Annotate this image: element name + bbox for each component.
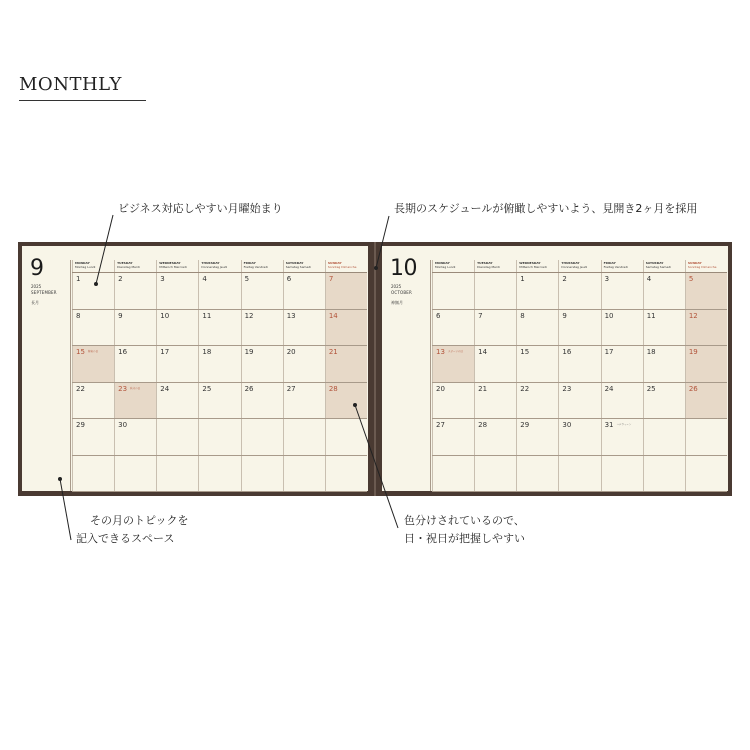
sidebar-divider <box>430 260 431 491</box>
day-number: 20 <box>436 384 445 393</box>
calendar-day-cell[interactable] <box>198 419 240 455</box>
calendar-day-cell[interactable] <box>156 346 198 382</box>
page-heading: MONTHLY <box>19 74 122 95</box>
callout-dot <box>58 477 62 481</box>
calendar-day-cell[interactable] <box>72 383 114 419</box>
calendar-week-row <box>72 346 367 383</box>
calendar-day-cell[interactable] <box>156 419 198 455</box>
calendar-day-cell[interactable] <box>516 419 558 455</box>
day-number: 4 <box>646 275 652 283</box>
callout-monday-start: ビジネス対応しやすい月曜始まり <box>118 202 283 215</box>
calendar-day-cell[interactable] <box>114 383 156 419</box>
weekday-header <box>474 260 516 272</box>
calendar-day-cell[interactable] <box>283 383 325 419</box>
weekday-name-sub: Donnerstag Jeudi <box>561 265 588 269</box>
calendar-day-cell[interactable] <box>72 310 114 346</box>
calendar-day-cell[interactable] <box>241 273 283 309</box>
calendar-day-cell[interactable] <box>474 310 516 346</box>
day-number: 15 <box>520 348 530 356</box>
calendar-day-cell[interactable] <box>241 346 283 382</box>
callout-color-coded-line2: 日・祝日が把握しやすい <box>404 532 525 545</box>
calendar-day-cell[interactable] <box>325 419 367 455</box>
weekday-name-en: SUNDAY <box>327 261 342 265</box>
day-number: 25 <box>202 384 212 393</box>
calendar-day-cell[interactable] <box>601 383 643 419</box>
holiday-name: スポーツの日 <box>448 350 463 353</box>
day-number: 24 <box>160 384 170 393</box>
weekday-header <box>114 260 156 272</box>
weekday-name-en: MONDAY <box>435 261 450 265</box>
weekday-name-sub: Mittwoch Mercredi <box>159 265 187 269</box>
calendar-day-cell[interactable] <box>283 456 325 492</box>
calendar-day-cell[interactable] <box>325 456 367 492</box>
weekday-name-sub: Samstag Samedi <box>645 265 672 269</box>
weekday-header <box>241 260 283 272</box>
weekday-name-sub: Montag Lundi <box>435 265 456 269</box>
calendar-day-cell[interactable] <box>432 346 474 382</box>
weekday-name-en: TUESDAY <box>477 261 493 265</box>
calendar-day-cell[interactable] <box>198 310 240 346</box>
calendar-day-cell[interactable] <box>156 310 198 346</box>
day-number: 12 <box>244 311 254 320</box>
calendar-day-cell[interactable] <box>114 273 156 309</box>
weekday-name-en: FRIDAY <box>243 261 256 265</box>
planner-spine <box>370 242 380 496</box>
weekday-header-row <box>432 260 727 273</box>
day-number: 18 <box>202 348 212 356</box>
calendar-day-cell[interactable] <box>558 456 600 492</box>
calendar-day-cell[interactable] <box>474 273 516 309</box>
calendar-day-cell[interactable] <box>283 419 325 455</box>
day-number: 9 <box>118 311 123 320</box>
day-number: 25 <box>646 384 656 393</box>
weekday-header <box>283 260 325 272</box>
calendar-day-cell[interactable] <box>241 383 283 419</box>
calendar-day-cell[interactable] <box>283 310 325 346</box>
right-page-october <box>382 246 728 491</box>
day-number: 19 <box>688 348 698 356</box>
calendar-day-cell[interactable] <box>114 310 156 346</box>
month-year: 2025 <box>31 284 42 289</box>
calendar-day-cell[interactable] <box>685 273 727 309</box>
calendar-day-cell[interactable] <box>685 383 727 419</box>
weekday-name-en: WEDNESDAY <box>519 261 541 265</box>
callout-two-month-spread: 長期のスケジュールが俯瞰しやすいよう、見開き2ヶ月を採用 <box>394 202 698 215</box>
day-number: 16 <box>118 348 128 356</box>
day-number: 14 <box>328 311 338 320</box>
day-number: 27 <box>286 384 296 393</box>
day-note: ハロウィーン <box>616 423 632 426</box>
day-number: 7 <box>478 311 483 320</box>
calendar-day-cell[interactable] <box>432 419 474 455</box>
day-number: 3 <box>604 275 610 283</box>
calendar-day-cell[interactable] <box>283 273 325 309</box>
calendar-day-cell[interactable] <box>558 346 600 382</box>
day-number: 17 <box>604 348 614 356</box>
calendar-day-cell[interactable] <box>685 310 727 346</box>
day-number: 21 <box>328 348 338 356</box>
day-number: 1 <box>76 275 81 283</box>
month-name-jp: 長月 <box>31 300 39 305</box>
weekday-name-en: FRIDAY <box>603 261 616 265</box>
calendar-day-cell[interactable] <box>474 346 516 382</box>
day-number: 23 <box>118 384 128 393</box>
calendar-day-cell[interactable] <box>72 346 114 382</box>
weekday-name-en: THURSDAY <box>201 261 220 265</box>
weekday-name-sub: Samstag Samedi <box>285 265 312 269</box>
calendar-day-cell[interactable] <box>685 456 727 492</box>
day-number: 30 <box>118 421 128 429</box>
day-number: 26 <box>244 384 254 393</box>
calendar-day-cell[interactable] <box>558 383 600 419</box>
day-number: 2 <box>562 275 567 283</box>
calendar-week-row <box>72 419 367 456</box>
callout-dot <box>94 282 98 286</box>
day-number: 9 <box>562 311 567 320</box>
left-page-september <box>22 246 368 491</box>
calendar-weeks <box>72 273 367 492</box>
calendar-day-cell[interactable] <box>643 273 685 309</box>
day-number: 5 <box>244 275 250 283</box>
day-number: 10 <box>160 311 170 320</box>
calendar-day-cell[interactable] <box>516 456 558 492</box>
weekday-header <box>156 260 198 272</box>
calendar-day-cell[interactable] <box>685 419 727 455</box>
calendar-week-row <box>72 456 367 493</box>
day-number: 27 <box>436 421 445 429</box>
calendar-day-cell[interactable] <box>114 346 156 382</box>
calendar-week-row <box>72 273 367 310</box>
calendar-day-cell[interactable] <box>558 273 600 309</box>
weekday-header <box>601 260 643 272</box>
day-number: 23 <box>562 384 572 393</box>
day-number: 28 <box>478 421 488 429</box>
weekday-name-sub: Dienstag Mardi <box>117 265 140 269</box>
month-name-en: OCTOBER <box>391 290 412 295</box>
day-number: 14 <box>478 348 488 356</box>
calendar-week-row <box>432 419 727 456</box>
calendar-day-cell[interactable] <box>241 419 283 455</box>
day-number: 5 <box>688 275 694 283</box>
day-number: 2 <box>118 275 123 283</box>
day-number: 24 <box>604 384 614 393</box>
calendar-week-row <box>72 310 367 347</box>
day-number: 6 <box>436 311 441 320</box>
calendar-day-cell[interactable] <box>601 310 643 346</box>
calendar-day-cell[interactable] <box>241 310 283 346</box>
day-number: 29 <box>520 421 530 429</box>
day-number: 12 <box>688 311 698 320</box>
calendar-day-cell[interactable] <box>643 456 685 492</box>
day-number: 4 <box>202 275 207 283</box>
calendar-day-cell[interactable] <box>474 419 516 455</box>
weekday-header <box>72 260 114 272</box>
month-number: 10 <box>390 256 417 281</box>
day-number: 13 <box>436 348 445 356</box>
calendar-day-cell[interactable] <box>601 273 643 309</box>
calendar-day-cell[interactable] <box>114 456 156 492</box>
day-number: 18 <box>646 348 656 356</box>
day-number: 28 <box>328 384 338 393</box>
calendar-day-cell[interactable] <box>325 273 367 309</box>
day-number: 17 <box>160 348 170 356</box>
weekday-name-sub: Donnerstag Jeudi <box>201 265 228 269</box>
calendar-day-cell[interactable] <box>156 456 198 492</box>
calendar-day-cell[interactable] <box>516 383 558 419</box>
weekday-name-sub: Montag Lundi <box>75 265 96 269</box>
calendar-day-cell[interactable] <box>325 346 367 382</box>
day-number: 20 <box>286 348 296 356</box>
topic-space <box>22 246 72 491</box>
calendar-grid <box>432 260 727 491</box>
day-number: 21 <box>478 384 488 393</box>
weekday-header <box>198 260 240 272</box>
calendar-weeks <box>432 273 727 492</box>
calendar-day-cell[interactable] <box>198 346 240 382</box>
weekday-name-en: WEDNESDAY <box>159 261 181 265</box>
callout-dot <box>353 403 357 407</box>
weekday-name-sub: Sonntag Dimanche <box>327 265 357 269</box>
calendar-week-row <box>432 383 727 420</box>
weekday-header-row <box>72 260 367 273</box>
callout-color-coded-line1: 色分けされているので、 <box>404 514 525 527</box>
calendar-day-cell[interactable] <box>643 310 685 346</box>
calendar-day-cell[interactable] <box>474 383 516 419</box>
month-number: 9 <box>30 256 44 281</box>
weekday-name-en: MONDAY <box>75 261 90 265</box>
calendar-week-row <box>72 383 367 420</box>
calendar-day-cell[interactable] <box>516 273 558 309</box>
weekday-name-en: SATURDAY <box>285 261 304 265</box>
calendar-day-cell[interactable] <box>685 346 727 382</box>
day-number: 30 <box>562 421 572 429</box>
calendar-day-cell[interactable] <box>198 456 240 492</box>
day-number: 19 <box>244 348 254 356</box>
calendar-week-row <box>432 310 727 347</box>
month-name-jp: 神無月 <box>391 300 403 305</box>
weekday-name-sub: Sonntag Dimanche <box>687 265 717 269</box>
callout-dot <box>374 266 378 270</box>
day-number: 6 <box>286 275 292 283</box>
calendar-day-cell[interactable] <box>198 273 240 309</box>
month-name-en: SEPTEMBER <box>31 290 57 295</box>
calendar-day-cell[interactable] <box>241 456 283 492</box>
calendar-day-cell[interactable] <box>601 456 643 492</box>
calendar-day-cell[interactable] <box>283 346 325 382</box>
day-number: 11 <box>202 311 212 320</box>
day-number: 7 <box>328 275 334 283</box>
day-number: 29 <box>76 421 85 429</box>
day-number: 10 <box>604 311 614 320</box>
day-number: 22 <box>520 384 530 393</box>
weekday-name-sub: Freitag Vendredi <box>603 265 629 269</box>
holiday-name: 敬老の日 <box>88 350 99 353</box>
weekday-header <box>643 260 685 272</box>
calendar-week-row <box>432 273 727 310</box>
sidebar-divider <box>70 260 71 491</box>
calendar-day-cell[interactable] <box>432 310 474 346</box>
calendar-day-cell[interactable] <box>643 419 685 455</box>
calendar-day-cell[interactable] <box>643 383 685 419</box>
weekday-name-en: SATURDAY <box>645 261 664 265</box>
calendar-day-cell[interactable] <box>325 383 367 419</box>
calendar-day-cell[interactable] <box>558 310 600 346</box>
heading-underline <box>19 100 146 101</box>
calendar-day-cell[interactable] <box>474 456 516 492</box>
calendar-day-cell[interactable] <box>432 273 474 309</box>
weekday-header <box>325 260 367 272</box>
calendar-week-row <box>432 346 727 383</box>
weekday-name-en: TUESDAY <box>117 261 133 265</box>
day-number: 1 <box>520 275 525 283</box>
day-number: 16 <box>562 348 572 356</box>
calendar-day-cell[interactable] <box>601 346 643 382</box>
calendar-day-cell[interactable] <box>432 456 474 492</box>
calendar-day-cell[interactable] <box>156 383 198 419</box>
calendar-day-cell[interactable] <box>198 383 240 419</box>
calendar-grid <box>72 260 367 491</box>
day-number: 8 <box>520 311 525 320</box>
day-number: 3 <box>160 275 165 283</box>
day-number: 22 <box>76 384 85 393</box>
day-number: 13 <box>286 311 296 320</box>
calendar-day-cell[interactable] <box>432 383 474 419</box>
calendar-day-cell[interactable] <box>114 419 156 455</box>
topic-space <box>382 246 432 491</box>
weekday-name-sub: Dienstag Mardi <box>477 265 500 269</box>
month-year: 2025 <box>391 284 402 289</box>
calendar-week-row <box>432 456 727 493</box>
weekday-header <box>516 260 558 272</box>
calendar-day-cell[interactable] <box>558 419 600 455</box>
weekday-name-en: SUNDAY <box>687 261 702 265</box>
calendar-day-cell[interactable] <box>72 273 114 309</box>
calendar-day-cell[interactable] <box>72 419 114 455</box>
callout-topic-space-line2: 記入できるスペース <box>76 532 175 545</box>
weekday-header <box>685 260 727 272</box>
day-number: 26 <box>688 384 698 393</box>
callout-topic-space-line1: その月のトピックを <box>90 514 189 527</box>
weekday-name-sub: Freitag Vendredi <box>243 265 269 269</box>
calendar-day-cell[interactable] <box>156 273 198 309</box>
weekday-header <box>432 260 474 272</box>
day-number: 8 <box>76 311 81 320</box>
weekday-header <box>558 260 600 272</box>
day-number: 31 <box>604 421 614 429</box>
calendar-day-cell[interactable] <box>325 310 367 346</box>
day-number: 15 <box>76 348 85 356</box>
calendar-day-cell[interactable] <box>516 346 558 382</box>
holiday-name: 秋分の日 <box>130 386 141 390</box>
weekday-name-sub: Mittwoch Mercredi <box>519 265 547 269</box>
calendar-day-cell[interactable] <box>72 456 114 492</box>
day-number: 11 <box>646 311 656 320</box>
calendar-day-cell[interactable] <box>516 310 558 346</box>
calendar-day-cell[interactable] <box>601 419 643 455</box>
weekday-name-en: THURSDAY <box>561 261 580 265</box>
calendar-day-cell[interactable] <box>643 346 685 382</box>
